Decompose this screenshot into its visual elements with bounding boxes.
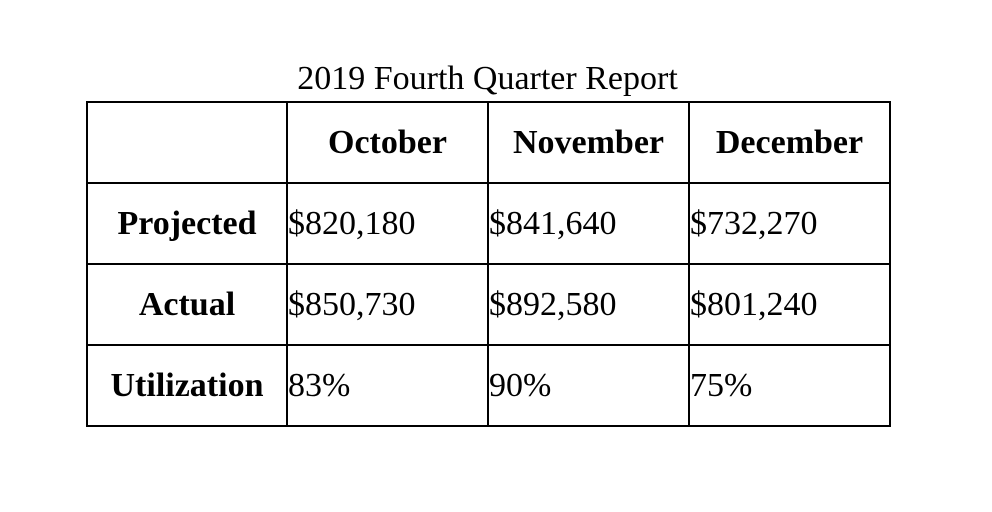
table-row-actual (87, 264, 890, 345)
table-row-utilization (87, 345, 890, 426)
row-header-utilization: Utilization (87, 345, 287, 426)
column-header-october: October (287, 102, 488, 183)
cell-utilization-november: 90% (488, 345, 689, 426)
cell-actual-december: $801,240 (689, 264, 890, 345)
report-table (86, 101, 891, 427)
cell-projected-october: $820,180 (287, 183, 488, 264)
column-header-december: December (689, 102, 890, 183)
cell-projected-december: $732,270 (689, 183, 890, 264)
cell-actual-october: $850,730 (287, 264, 488, 345)
cell-projected-november: $841,640 (488, 183, 689, 264)
column-header-november: November (488, 102, 689, 183)
cell-utilization-december: 75% (689, 345, 890, 426)
report-title: 2019 Fourth Quarter Report (297, 60, 678, 97)
header-corner-cell (87, 102, 287, 183)
table-header-row (87, 102, 890, 183)
cell-actual-november: $892,580 (488, 264, 689, 345)
row-header-actual: Actual (87, 264, 287, 345)
row-header-projected: Projected (87, 183, 287, 264)
table-row-projected (87, 183, 890, 264)
cell-utilization-october: 83% (287, 345, 488, 426)
